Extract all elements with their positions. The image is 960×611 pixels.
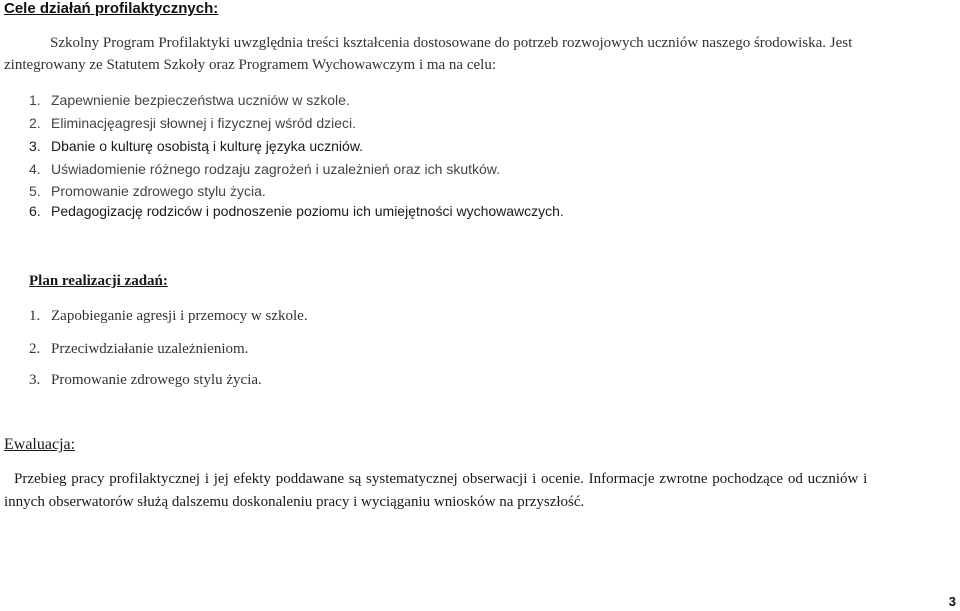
goal-number: 4. xyxy=(29,161,41,177)
plan-item xyxy=(29,308,308,325)
goal-text: Dbanie o kulturę osobistą i kulturę języka uczniów. xyxy=(51,138,364,154)
goal-number: 5. xyxy=(29,183,41,199)
intro-paragraph-line2: zintegrowany ze Statutem Szkoły oraz Programem Wychowawczym i ma na celu: xyxy=(4,57,496,73)
plan-text: Promowanie zdrowego stylu życia. xyxy=(51,372,262,388)
goal-text: Promowanie zdrowego stylu życia. xyxy=(51,183,266,199)
intro-paragraph-line1: Szkolny Program Profilaktyki uwzględnia treści kształcenia dostosowane do potrzeb rozwojowych uczniów naszego środowiska. Jest xyxy=(50,35,853,51)
plan-number: 1. xyxy=(29,308,41,324)
plan-number: 3. xyxy=(29,372,41,388)
goal-item xyxy=(29,203,564,219)
evaluation-paragraph-line1: Przebieg pracy profilaktycznej i jej efekty poddawane są systematycznej obserwacji i ocenie. Informacje zwrotne pochodzące od uczniów i xyxy=(14,471,868,487)
plan-item xyxy=(29,372,262,389)
plan-text: Zapobieganie agresji i przemocy w szkole. xyxy=(51,308,308,324)
page-number: 3 xyxy=(948,594,956,609)
goal-text: Eliminacjęagresji słownej i fizycznej wśród dzieci. xyxy=(51,115,356,131)
goal-number: 6. xyxy=(29,203,41,219)
goal-text: Uświadomienie różnego rodzaju zagrożeń i uzależnień oraz ich skutków. xyxy=(51,161,501,177)
goal-text: Zapewnienie bezpieczeństwa uczniów w szkole. xyxy=(51,92,350,108)
goal-number: 2. xyxy=(29,115,41,131)
goal-number: 1. xyxy=(29,92,41,108)
goal-number: 3. xyxy=(29,138,41,154)
evaluation-heading: Ewaluacja: xyxy=(4,436,76,453)
goal-item xyxy=(29,138,363,154)
plan-text: Przeciwdziałanie uzależnieniom. xyxy=(51,341,249,357)
goal-item xyxy=(29,115,356,131)
plan-item xyxy=(29,341,248,358)
plan-number: 2. xyxy=(29,341,41,357)
evaluation-paragraph-line2: innych obserwatorów służą dalszemu doskonaleniu pracy i wyciąganiu wniosków na przyszłość. xyxy=(4,494,585,510)
goal-item xyxy=(29,92,350,108)
goals-heading: Cele działań profilaktycznych: xyxy=(4,0,219,17)
plan-heading: Plan realizacji zadań: xyxy=(29,273,168,289)
goal-item xyxy=(29,161,500,177)
goal-text: Pedagogizację rodziców i podnoszenie poziomu ich umiejętności wychowawczych. xyxy=(51,203,564,219)
goal-item xyxy=(29,183,266,199)
